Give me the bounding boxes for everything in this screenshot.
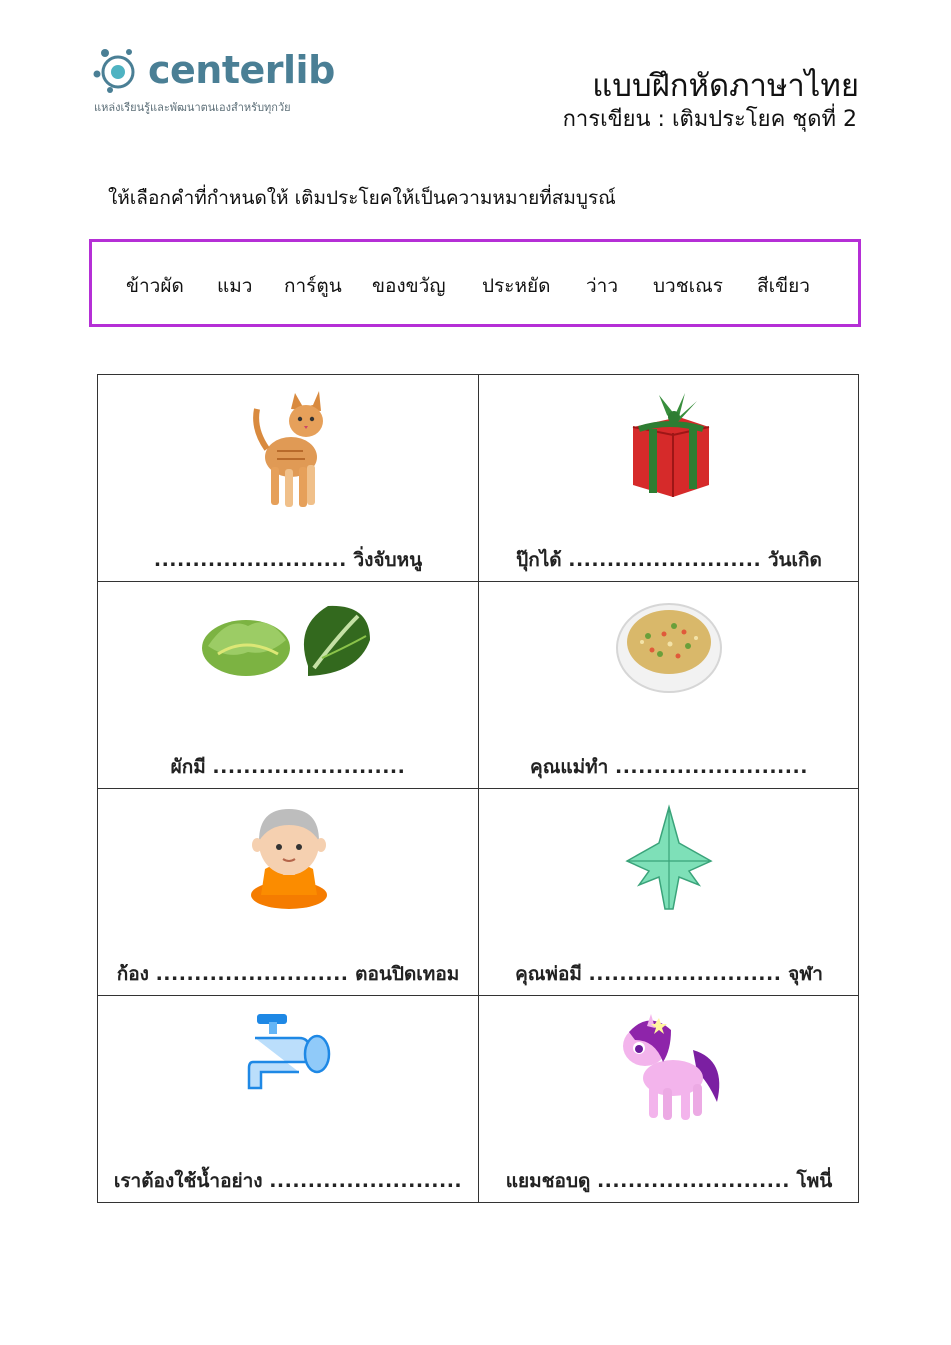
- sentence-after: โพนี่: [796, 1170, 833, 1192]
- sentence-after: วิ่งจับหนู: [353, 549, 423, 571]
- sentence-before: คุณพ่อมี: [515, 963, 582, 985]
- exercise-cell: [98, 375, 478, 582]
- word-bank-item: บวชเณร: [653, 275, 723, 297]
- sentence-after: จุฬา: [788, 963, 823, 985]
- sentence-after: วันเกิด: [767, 549, 822, 571]
- sentence-before: แยมชอบดู: [505, 1170, 591, 1192]
- sentence: [479, 752, 859, 782]
- sentence: [479, 1166, 859, 1196]
- sentence: [98, 959, 478, 989]
- page-title: แบบฝึกหัดภาษาไทย: [592, 68, 859, 104]
- gift-box-icon: [619, 389, 719, 499]
- logo: [92, 40, 352, 120]
- lettuce-icon: [198, 596, 378, 686]
- cat-icon: [233, 389, 343, 514]
- sentence-blank[interactable]: .........................: [155, 963, 349, 985]
- sentence: [98, 1166, 478, 1196]
- sentence-before: ก้อง: [116, 963, 149, 985]
- pony-icon: [609, 1010, 729, 1125]
- sentence-blank[interactable]: .........................: [212, 756, 406, 778]
- kite-icon: [619, 803, 719, 913]
- exercise-cell: [479, 789, 859, 996]
- exercise-cell: [479, 996, 859, 1203]
- exercise-cell: [98, 582, 478, 789]
- logo-tagline: แหล่งเรียนรู้และพัฒนาตนเองสำหรับทุกวัย: [94, 101, 291, 114]
- page-subtitle: การเขียน : เติมประโยค ชุดที่ 2: [562, 107, 857, 132]
- novice-monk-icon: [243, 803, 333, 913]
- instruction-text: ให้เลือกคำที่กำหนดให้ เติมประโยคให้เป็นความหมายที่สมบูรณ์: [108, 187, 616, 209]
- fried-rice-icon: [614, 596, 724, 696]
- sentence-blank[interactable]: .........................: [568, 549, 762, 571]
- word-bank-item: ข้าวผัด: [126, 275, 184, 297]
- sentence: [98, 545, 478, 575]
- sentence-after: ตอนปิดเทอม: [355, 963, 460, 985]
- sentence-blank[interactable]: .........................: [614, 756, 808, 778]
- word-bank: [89, 239, 861, 327]
- sentence-blank[interactable]: .........................: [596, 1170, 790, 1192]
- sentence: [479, 959, 859, 989]
- sentence-before: คุณแม่ทำ: [530, 756, 609, 778]
- sentence: [479, 545, 859, 575]
- exercise-cell: [98, 789, 478, 996]
- sentence-before: เราต้องใช้น้ำอย่าง: [113, 1170, 263, 1192]
- sentence-blank[interactable]: .........................: [153, 549, 347, 571]
- exercise-grid: [97, 374, 859, 1203]
- exercise-cell: [98, 996, 478, 1203]
- word-bank-item: แมว: [217, 275, 253, 297]
- water-tap-icon: [243, 1010, 333, 1100]
- sentence-before: ปุ๊กได้: [516, 549, 562, 571]
- logo-wordmark: centerlib: [148, 48, 335, 92]
- sentence: [98, 752, 478, 782]
- sentence-blank[interactable]: .........................: [588, 963, 782, 985]
- sentence-before: ผักมี: [170, 756, 206, 778]
- exercise-cell: [479, 375, 859, 582]
- word-bank-item: การ์ตูน: [284, 275, 342, 297]
- centerlib-logo-icon: [92, 44, 144, 96]
- word-bank-item: ของขวัญ: [372, 275, 446, 297]
- word-bank-item: ประหยัด: [482, 275, 551, 297]
- sentence-blank[interactable]: .........................: [269, 1170, 463, 1192]
- word-bank-item: สีเขียว: [757, 275, 810, 297]
- exercise-cell: [479, 582, 859, 789]
- word-bank-item: ว่าว: [586, 275, 619, 297]
